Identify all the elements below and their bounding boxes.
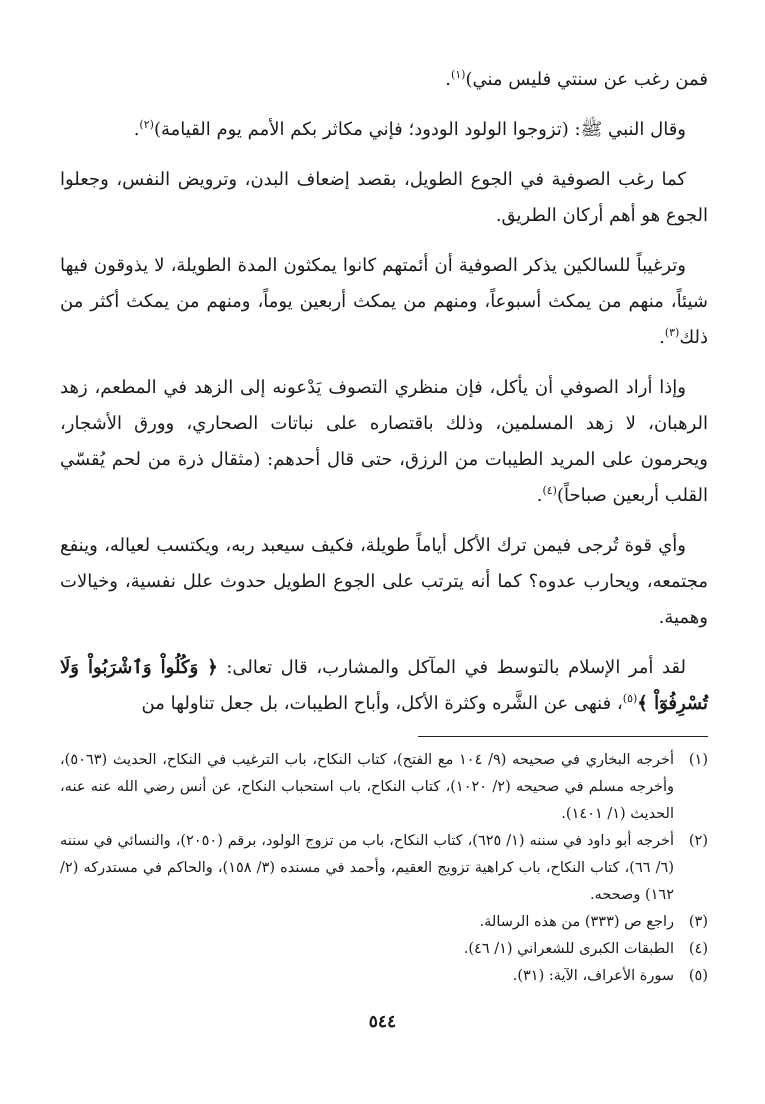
- paragraph-text: وأي قوة تُرجى فيمن ترك الأكل أياماً طويلة، فكيف سيعبد ربه، ويكتسب لعياله، وينفع مجتمعه، ويحارب عدوه؟ كما أنه يترتب على الجوع الطويل حدوث علل نفسية، وخيالات وهمية.: [60, 535, 708, 628]
- paragraph-end: .: [445, 69, 451, 90]
- page-body: [60, 62, 708, 990]
- footnote-number: (٣): [688, 914, 708, 930]
- footnote-ref[interactable]: (٤): [542, 484, 557, 497]
- footnote-item: [60, 747, 708, 828]
- footnote-number: (٢): [688, 833, 708, 849]
- footnote-ref[interactable]: (٣): [664, 326, 680, 339]
- paragraph-text: وإذا أراد الصوفي أن يأكل، فإن منظري التصوف يَدْعونه إلى الزهد في المطعم، زهد الرهبان، لا زهد المسلمين، وذلك باقتصاره على نباتات الصحاري، وورق الأشجار، ويحرمون على المريد الطيبات من الرزق، حتى قال أحدهم: (مثقال ذرة من لحم يُقسّي القلب أربعين صباحاً): [60, 377, 708, 506]
- paragraph-text: لقد أمر الإسلام بالتوسط في المآكل والمشارب، قال تعالى:: [217, 657, 687, 678]
- paragraph-text: ، فنهى عن الشَّره وكثرة الأكل، وأباح الطيبات، بل جعل تناولها من: [141, 693, 623, 714]
- footnote-ref[interactable]: (١): [450, 68, 466, 81]
- footnote-text: الطبقات الكبرى للشعراني (١/ ٤٦).: [463, 941, 674, 957]
- footnote-number: (٥): [688, 968, 708, 984]
- footnote-text: سورة الأعراف، الآية: (٣١).: [512, 968, 674, 984]
- paragraph-6: [60, 528, 708, 636]
- paragraph-text: وترغيباً للسالكين يذكر الصوفية أن أئمتهم كانوا يمكثون المدة الطويلة، لا يذوقون فيها شيئاً، منهم من يمكث أسبوعاً، ومنهم من يمكث أربعين يوماً، ومنهم من يمكث أكثر من ذلك: [60, 255, 708, 348]
- paragraph-4: [60, 248, 708, 356]
- paragraph-3: [60, 162, 708, 234]
- footnote-ref[interactable]: (٢): [139, 118, 154, 131]
- paragraph-text: وقال النبي ﷺ: (تزوجوا الولود الودود؛ فإني مكاثر بكم الأمم يوم القيامة): [153, 119, 686, 140]
- footnote-text: أخرجه أبو داود في سننه (١/ ٦٢٥)، كتاب النكاح، باب من تزوج الولود، برقم (٢٠٥٠)، والنسائي في سننه (٦/ ٦٦)، كتاب النكاح، باب كراهية تزويج العقيم، وأحمد في مسنده (٣/ ١٥٨)، والحاكم في مستدركه (٢/ ١٦٢) وصححه.: [60, 833, 675, 903]
- footnote-text: أخرجه البخاري في صحيحه (٩/ ١٠٤ مع الفتح)، كتاب النكاح، باب الترغيب في النكاح، الحديث (٥٠٦٣)، وأخرجه مسلم في صحيحه (٢/ ١٠٢٠)، كتاب النكاح، باب استحباب النكاح، عن أنس رضي الله عنه عنه، الحديث (١/ ١٤٠١).: [60, 752, 674, 822]
- quran-verse: ﴿ وَكُلُواْ وَٱشْرَبُواْ وَلَا تُسْرِفُوٓاْ ﴾: [60, 657, 708, 714]
- footnotes: [60, 747, 708, 990]
- paragraph-end: .: [536, 485, 543, 506]
- footnote-number: (٤): [688, 941, 708, 957]
- paragraph-2: [60, 112, 708, 148]
- paragraph-end: .: [659, 327, 665, 348]
- paragraph-7: [60, 650, 708, 722]
- footnote-item: [60, 963, 708, 990]
- footnote-item: [60, 909, 708, 936]
- footnote-ref[interactable]: (٥): [622, 692, 638, 705]
- footnote-item: [60, 936, 708, 963]
- paragraph-1: [60, 62, 708, 98]
- footnote-text: راجع ص (٣٣٣) من هذه الرسالة.: [479, 914, 674, 930]
- paragraph-end: .: [133, 119, 140, 140]
- footnote-divider: [418, 736, 708, 737]
- paragraph-text: كما رغب الصوفية في الجوع الطويل، بقصد إضعاف البدن، وترويض النفس، وجعلوا الجوع هو أهم أركان الطريق.: [60, 169, 708, 226]
- footnote-number: (١): [688, 752, 708, 768]
- paragraph-5: [60, 370, 708, 514]
- paragraph-text: فمن رغب عن سنتي فليس مني): [465, 69, 708, 90]
- page-number: ٥٤٤: [368, 1012, 397, 1032]
- footnote-item: [60, 828, 708, 909]
